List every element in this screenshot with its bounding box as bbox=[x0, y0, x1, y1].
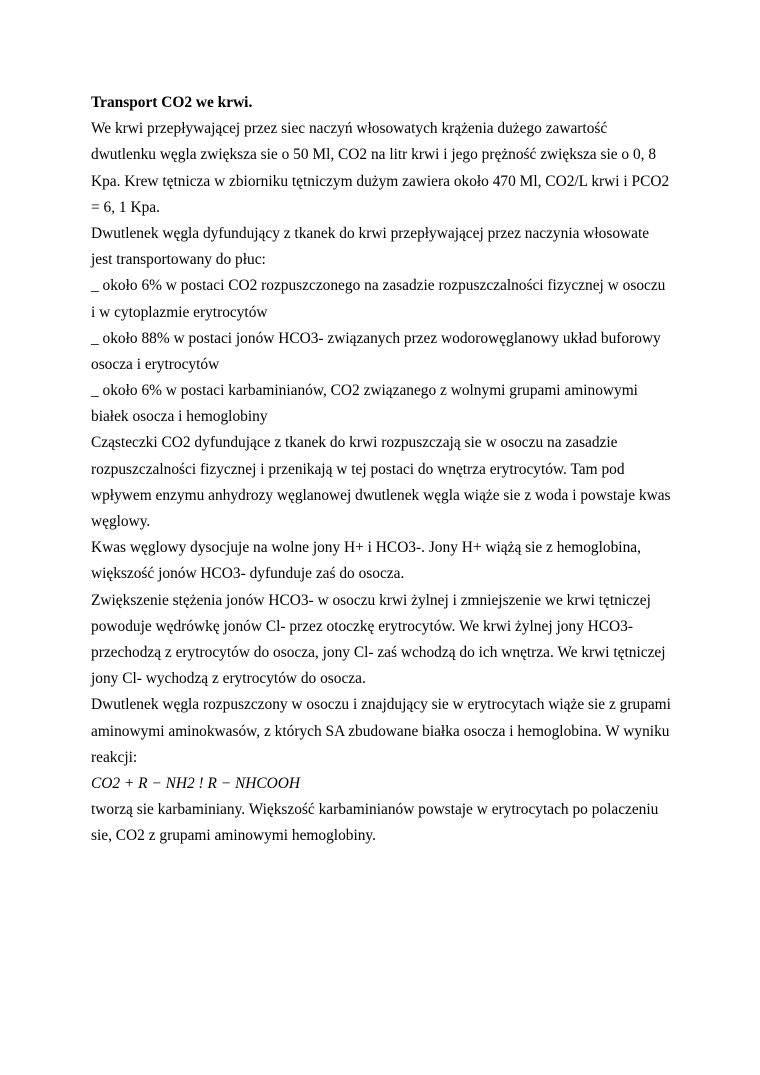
text-line: We krwi przepływającej przez siec naczyń włosowatych krążenia dużego zawartość bbox=[91, 120, 608, 138]
text-line: Dwutlenek węgla rozpuszczony w osoczu i znajdujący sie w erytrocytach wiąże sie z grupami bbox=[91, 696, 671, 714]
text-line: Kpa. Krew tętnicza w zbiorniku tętniczym dużym zawiera około 470 Ml, CO2/L krwi i PCO2 bbox=[91, 172, 670, 190]
text-line: = 6, 1 Kpa. bbox=[91, 198, 160, 216]
text-line: jony Cl- wychodzą z erytrocytów do osocza. bbox=[91, 670, 366, 688]
text-line: Zwiększenie stężenia jonów HCO3- w osoczu krwi żylnej i zmniejszenie we krwi tętniczej bbox=[91, 591, 651, 609]
text-line: aminowymi aminokwasów, z których SA zbudowane białka osocza i hemoglobina. W wyniku bbox=[91, 722, 670, 740]
text-line: dwutlenku węgla zwiększa sie o 50 Ml, CO2 na litr krwi i jego prężność zwiększa sie o 0, 8 bbox=[91, 146, 657, 164]
text-line: białek osocza i hemoglobiny bbox=[91, 408, 268, 426]
list-item: _ około 6% w postaci CO2 rozpuszczonego na zasadzie rozpuszczalności fizycznej w osoczu bbox=[91, 277, 666, 295]
text-line: sie, CO2 z grupami aminowymi hemoglobiny. bbox=[91, 827, 376, 845]
text-line: węglowy. bbox=[91, 513, 151, 530]
text-line: tworzą sie karbaminiany. Większość karbaminianów powstaje w erytrocytach po polaczeniu bbox=[91, 801, 659, 819]
list-item: _ około 6% w postaci karbaminianów, CO2 związanego z wolnymi grupami aminowymi bbox=[91, 382, 638, 400]
text-line: Kwas węglowy dysocjuje na wolne jony H+ i HCO3-. Jony H+ wiążą sie z hemoglobina, bbox=[91, 539, 641, 557]
list-item: _ około 88% w postaci jonów HCO3- związanych przez wodorowęglanowy układ buforowy bbox=[91, 329, 661, 347]
text-line: osocza i erytrocytów bbox=[91, 355, 220, 373]
text-line: jest transportowany do płuc: bbox=[91, 251, 266, 269]
document-body bbox=[91, 90, 681, 849]
chemical-formula: CO2 + R − NH2 ! R − NHCOOH bbox=[91, 774, 301, 792]
text-line: wpływem enzymu anhydrozy węglanowej dwutlenek węgla wiąże sie z woda i powstaje kwas bbox=[91, 486, 671, 504]
text-line: powoduje wędrówkę jonów Cl- przez otoczkę erytrocytów. We krwi żylnej jony HCO3- bbox=[91, 617, 633, 635]
text-line: i w cytoplazmie erytrocytów bbox=[91, 303, 268, 321]
text-line: Cząsteczki CO2 dyfundujące z tkanek do krwi rozpuszczają sie w osoczu na zasadzie bbox=[91, 434, 618, 452]
text-line: większość jonów HCO3- dyfunduje zaś do osocza. bbox=[91, 565, 405, 583]
text-line: rozpuszczalności fizycznej i przenikają w tej postaci do wnętrza erytrocytów. Tam pod bbox=[91, 460, 625, 478]
text-line: Dwutlenek węgla dyfundujący z tkanek do krwi przepływającej przez naczynia włosowate bbox=[91, 224, 650, 242]
text-line: reakcji: bbox=[91, 748, 138, 766]
text-line: przechodzą z erytrocytów do osocza, jony Cl- zaś wchodzą do ich wnętrza. We krwi tętniczej bbox=[91, 643, 666, 661]
document-title: Transport CO2 we krwi. bbox=[91, 94, 253, 111]
